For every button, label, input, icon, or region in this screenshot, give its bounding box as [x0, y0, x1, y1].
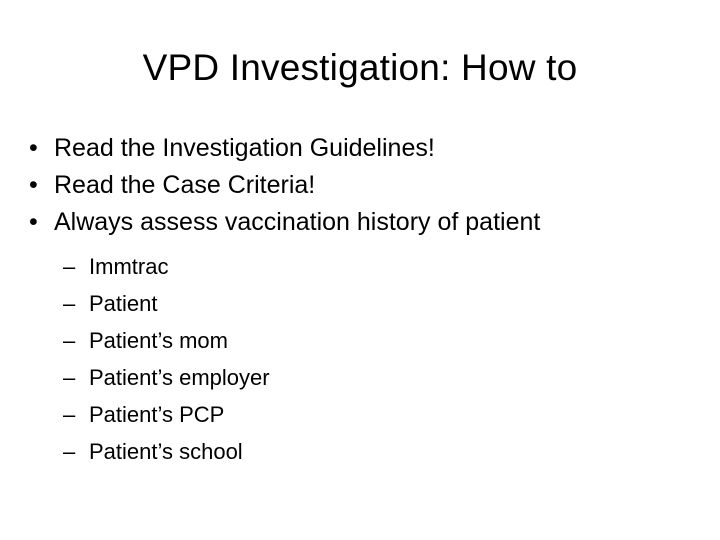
bullet-item — [28, 167, 708, 204]
dash-icon: – — [63, 291, 76, 316]
bullet-icon: • — [29, 208, 38, 236]
bullet-text: Read the Case Criteria! — [54, 171, 316, 199]
bullet-icon: • — [29, 171, 38, 199]
sub-bullet-text: Patient’s PCP — [89, 402, 225, 427]
sub-bullet-item — [63, 322, 708, 359]
bullet-item — [28, 130, 708, 167]
sub-bullet-item — [63, 359, 708, 396]
bullet-list — [28, 130, 708, 470]
sub-bullet-item — [63, 285, 708, 322]
sub-bullet-item — [63, 248, 708, 285]
slide-title: VPD Investigation: How to — [142, 47, 578, 88]
sub-bullet-text: Patient’s school — [89, 439, 243, 464]
dash-icon: – — [63, 328, 76, 353]
sub-bullet-text: Patient’s mom — [89, 328, 228, 353]
sub-bullet-item — [63, 433, 708, 470]
dash-icon: – — [63, 365, 76, 390]
bullet-text: Read the Investigation Guidelines! — [54, 134, 435, 162]
bullet-icon: • — [29, 134, 38, 162]
dash-icon: – — [63, 402, 76, 427]
sub-bullet-text: Patient — [89, 291, 158, 316]
sub-bullet-text: Immtrac — [89, 254, 169, 279]
sub-bullet-text: Patient’s employer — [89, 365, 270, 390]
dash-icon: – — [63, 254, 76, 279]
bullet-text: Always assess vaccination history of patient — [54, 208, 541, 236]
sub-bullet-list — [28, 248, 708, 470]
dash-icon: – — [63, 439, 76, 464]
bullet-item — [28, 204, 708, 241]
sub-bullet-item — [63, 396, 708, 433]
